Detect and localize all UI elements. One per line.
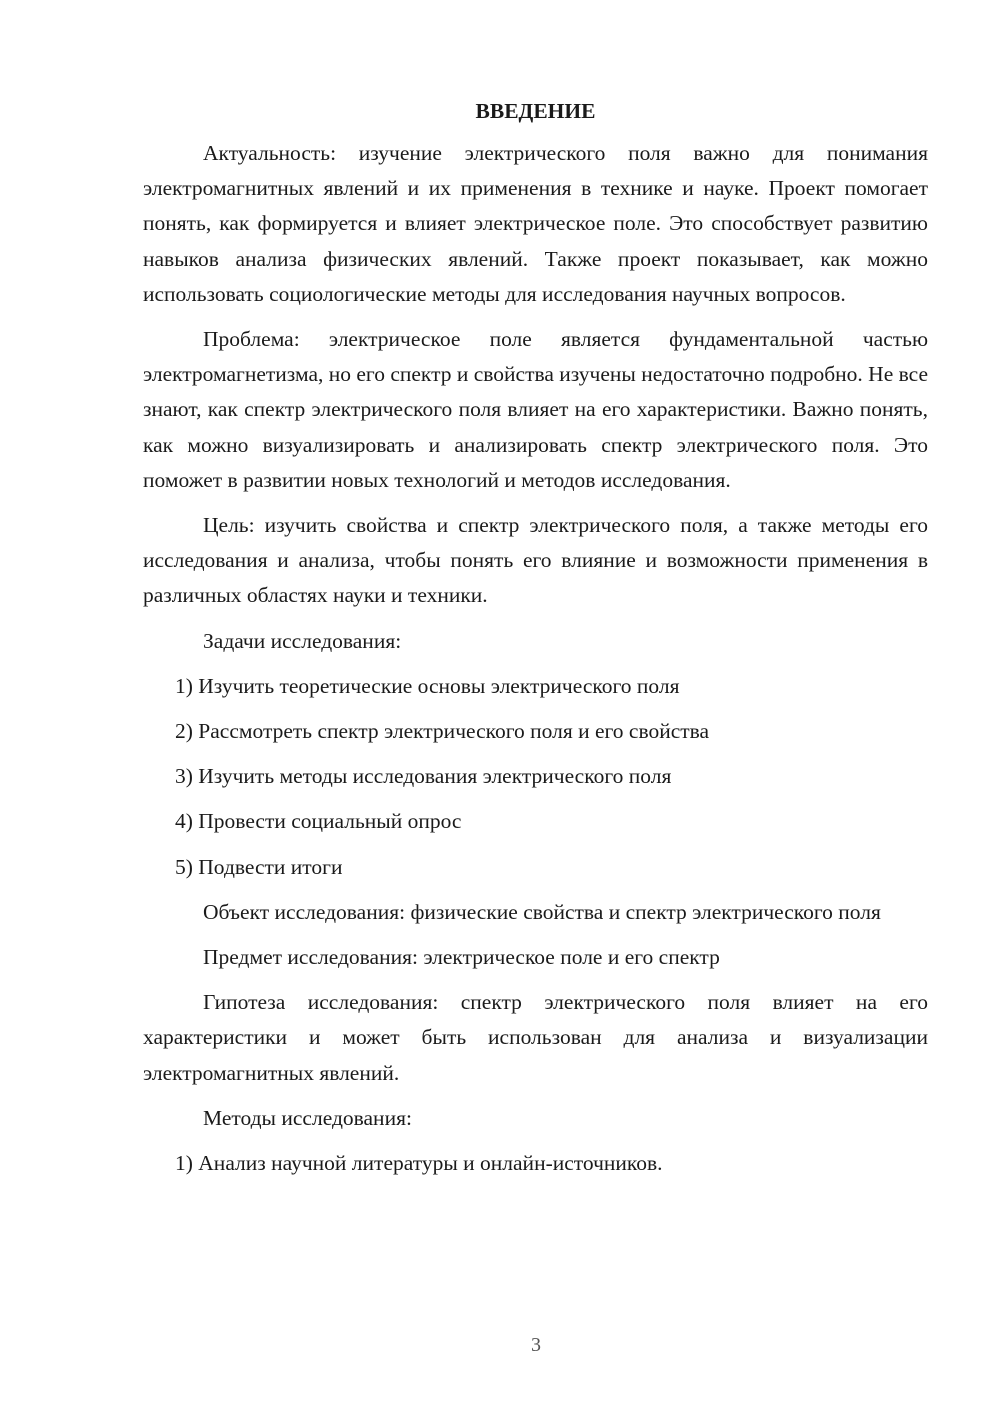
task-item-5: 5) Подвести итоги <box>175 854 343 879</box>
problem-paragraph: Проблема: электрическое поле является фундаментальной частью электромагнетизма, но его спектр и свойства изучены недостаточно подробно. Не все знают, как спектр электрического поля влияет на его характеристики. Важно понять, как можно визуализировать и анализировать спектр электрического поля. Это поможет в развитии новых технологий и методов исследования. <box>143 327 929 492</box>
goal-paragraph: Цель: изучить свойства и спектр электрического поля, а также методы его исследования и анализа, чтобы понять его влияние и возможности применения в различных областях науки и техники. <box>143 513 928 608</box>
page-number: 3 <box>531 1334 541 1356</box>
task-item-3: 3) Изучить методы исследования электрического поля <box>175 764 672 789</box>
subject-paragraph: Предмет исследования: электрическое поле и его спектр <box>203 945 720 970</box>
tasks-label: Задачи исследования: <box>203 628 402 653</box>
page-content <box>143 95 928 1191</box>
methods-label: Методы исследования: <box>203 1105 412 1130</box>
task-item-4: 4) Провести социальный опрос <box>175 809 462 834</box>
hypothesis-paragraph: Гипотеза исследования: спектр электрического поля влияет на его характеристики и может быть использован для анализа и визуализации электромагнитных явлений. <box>143 990 928 1085</box>
task-item-2: 2) Рассмотреть спектр электрического поля и его свойства <box>175 719 710 744</box>
task-item-1: 1) Изучить теоретические основы электрического поля <box>175 673 680 698</box>
section-heading: ВВЕДЕНИЕ <box>475 99 596 123</box>
relevance-paragraph: Актуальность: изучение электрического поля важно для понимания электромагнитных явлений и их применения в технике и науке. Проект помогает понять, как формируется и влияет электрическое поле. Это способствует развитию навыков анализа физических явлений. Также проект показывает, как можно использовать социологические методы для исследования научных вопросов. <box>143 141 928 306</box>
object-paragraph: Объект исследования: физические свойства и спектр электрического поля <box>203 899 881 924</box>
method-item-1: 1) Анализ научной литературы и онлайн-источников. <box>175 1151 663 1176</box>
